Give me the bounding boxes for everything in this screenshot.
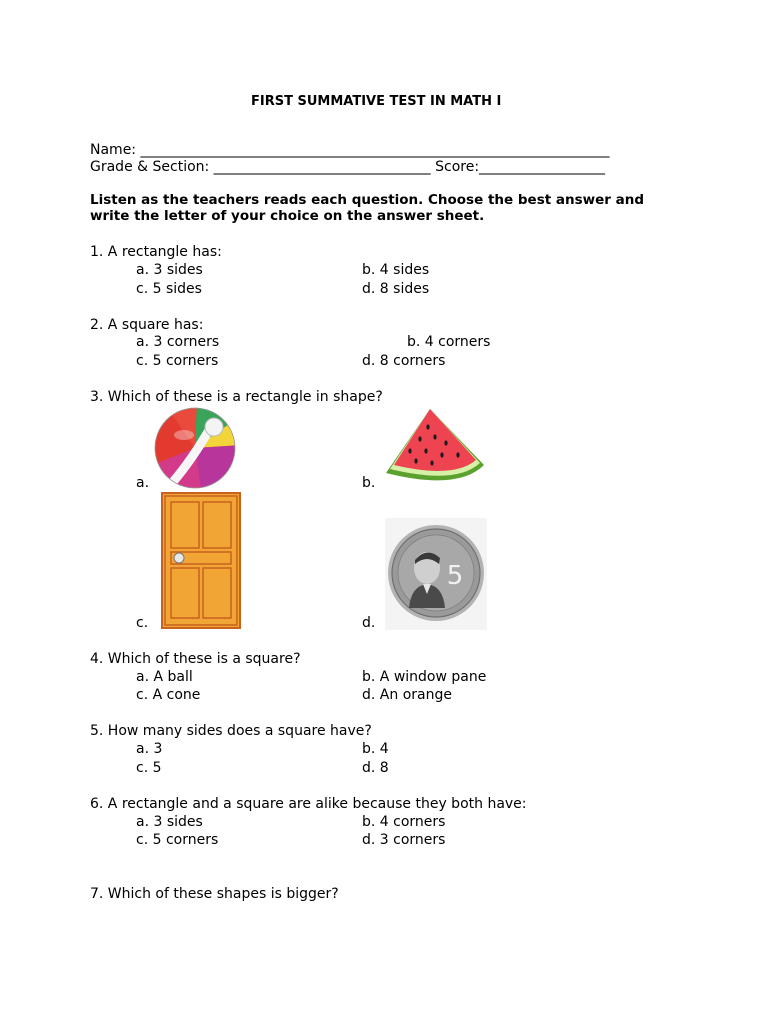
instructions-line-2: write the letter of your choice on the answer sheet.: [90, 208, 485, 224]
q3-choice-c: c.: [136, 615, 149, 631]
q3-choice-d: d.: [362, 615, 376, 631]
q3-choice-b: b.: [362, 475, 376, 491]
watermelon-slice-image: [380, 405, 488, 491]
question-4: 4. Which of these is a square?: [90, 651, 301, 667]
question-1: 1. A rectangle has:: [90, 244, 222, 260]
five-peso-coin-image: [385, 518, 487, 630]
name-field-line: Name: ___________________________________________________________________: [90, 142, 610, 158]
q1-choice-c: c. 5 sides: [136, 281, 202, 297]
question-2: 2. A square has:: [90, 317, 204, 333]
coin-numeral: 5: [446, 561, 464, 591]
q1-choice-b: b. 4 sides: [362, 262, 430, 278]
question-7: 7. Which of these shapes is bigger?: [90, 886, 339, 902]
q5-choice-c: c. 5: [136, 760, 162, 776]
q2-choice-d: d. 8 corners: [362, 353, 446, 369]
q2-choice-a: a. 3 corners: [136, 334, 220, 350]
question-3: 3. Which of these is a rectangle in shape?: [90, 389, 383, 405]
q5-choice-d: d. 8: [362, 760, 389, 776]
q4-choice-b: b. A window pane: [362, 669, 487, 685]
grade-score-line: Grade & Section: _______________________________ Score:__________________: [90, 159, 606, 175]
q6-choice-c: c. 5 corners: [136, 832, 219, 848]
page-title: FIRST SUMMATIVE TEST IN MATH I: [251, 94, 502, 109]
question-5: 5. How many sides does a square have?: [90, 723, 372, 739]
q2-choice-b: b. 4 corners: [407, 334, 491, 350]
beach-ball-image: [152, 405, 238, 491]
q5-choice-b: b. 4: [362, 741, 389, 757]
door-image: [161, 492, 241, 629]
q5-choice-a: a. 3: [136, 741, 163, 757]
question-6: 6. A rectangle and a square are alike because they both have:: [90, 796, 527, 812]
instructions-line-1: Listen as the teachers reads each question. Choose the best answer and: [90, 192, 645, 208]
q6-choice-d: d. 3 corners: [362, 832, 446, 848]
q1-choice-d: d. 8 sides: [362, 281, 430, 297]
q1-choice-a: a. 3 sides: [136, 262, 203, 278]
q2-choice-c: c. 5 corners: [136, 353, 219, 369]
q4-choice-a: a. A ball: [136, 669, 193, 685]
q6-choice-b: b. 4 corners: [362, 814, 446, 830]
q4-choice-d: d. An orange: [362, 687, 452, 703]
q4-choice-c: c. A cone: [136, 687, 201, 703]
q6-choice-a: a. 3 sides: [136, 814, 203, 830]
q3-choice-a: a.: [136, 475, 150, 491]
